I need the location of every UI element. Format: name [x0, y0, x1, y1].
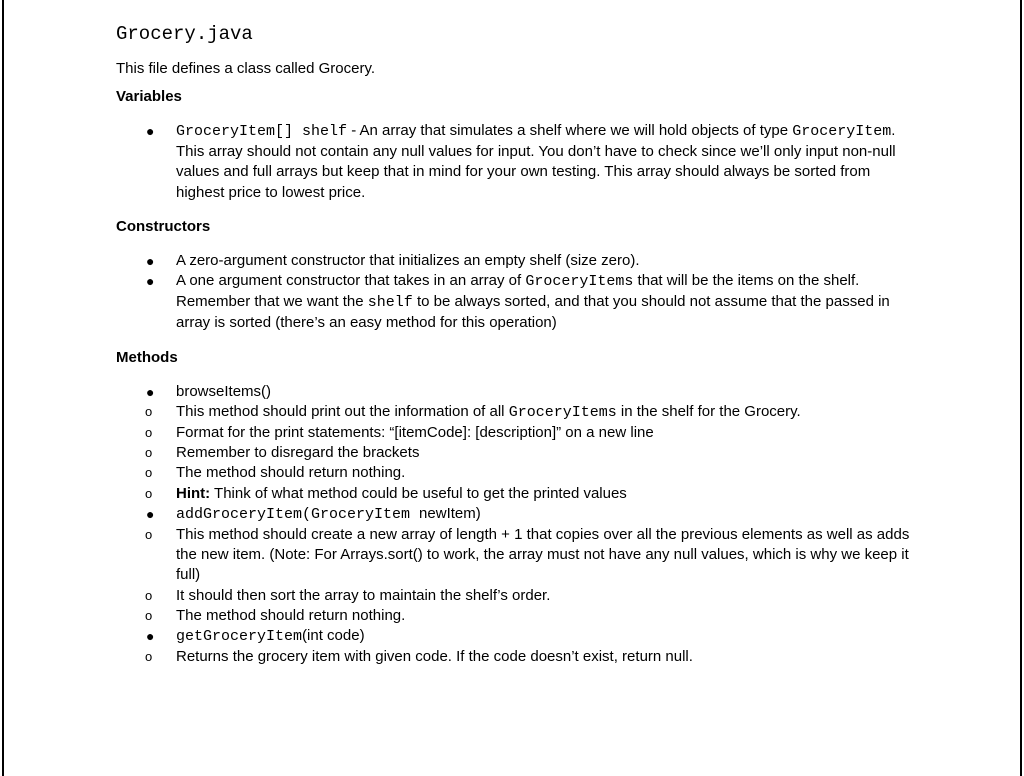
bullet-icon: ●	[146, 123, 155, 139]
list-item	[116, 271, 916, 334]
sub-list-item	[115, 484, 916, 504]
constructors-heading: Constructors	[116, 217, 211, 235]
sub-bullet-icon: o	[145, 445, 153, 461]
variables-list	[116, 121, 916, 203]
sub-list-item	[115, 606, 916, 626]
item-text: Format for the print statements: “[itemCode]: [description]” on a new line	[176, 424, 654, 442]
constructors-list	[116, 251, 916, 334]
sub-list-item	[115, 402, 916, 423]
left-border	[2, 0, 4, 776]
item-text: that will be the items on the shelf. Remember that we want the	[176, 272, 860, 311]
get-grocery-item-sublist	[145, 647, 916, 667]
sub-list-item	[115, 586, 916, 606]
browse-items-sublist	[145, 402, 916, 504]
document-page	[116, 14, 916, 681]
item-text: Returns the grocery item with given code. If the code doesn’t exist, return null.	[176, 648, 693, 666]
item-text: Think of what method could be useful to get the printed values	[210, 484, 627, 502]
item-text: A zero-argument constructor that initializes an empty shelf (size zero).	[176, 251, 640, 269]
bullet-icon: ●	[146, 383, 155, 400]
right-border	[1020, 0, 1022, 776]
item-text: A one argument constructor that takes in an array of	[176, 272, 526, 290]
item-text: The method should return nothing.	[176, 464, 406, 482]
sub-bullet-icon: o	[145, 403, 153, 419]
list-item-get-grocery-item	[116, 626, 916, 667]
bullet-icon: ●	[146, 505, 155, 522]
method-name: addGroceryItem(GroceryItem	[176, 505, 420, 523]
bullet-icon: ●	[146, 273, 155, 290]
list-item	[116, 121, 916, 203]
item-text: The method should return nothing.	[176, 606, 406, 624]
sub-bullet-icon: o	[145, 485, 153, 501]
hint-label: Hint:	[176, 484, 211, 502]
code-text: GroceryItems	[525, 273, 634, 291]
sub-bullet-icon: o	[145, 649, 153, 665]
item-text: Remember to disregard the brackets	[176, 444, 420, 462]
code-text: GroceryItems	[508, 403, 617, 421]
document-title: Grocery.java	[116, 23, 253, 45]
bullet-icon: ●	[146, 252, 155, 269]
code-text: GroceryItem	[792, 123, 892, 140]
sub-list-item	[115, 463, 916, 483]
item-text: This method should print out the information of all	[176, 402, 509, 420]
list-item-add-grocery-item	[116, 504, 916, 626]
method-param: newItem)	[419, 504, 481, 522]
method-name: getGroceryItem	[176, 628, 303, 646]
code-text: shelf	[367, 294, 413, 312]
code-text: GroceryItem[] shelf	[176, 123, 348, 140]
item-text: . This array should not contain any null values for input. You don’t have to check since we’ll only input non-null values and full arrays but keep that in mind for your own testing. This array should always be sorted from highest price to lowest price.	[176, 122, 896, 201]
bullet-icon: ●	[146, 628, 155, 645]
sub-bullet-icon: o	[145, 425, 153, 441]
item-text: - An array that simulates a shelf where we will hold objects of type	[347, 122, 793, 139]
method-name: browseItems()	[176, 382, 272, 400]
add-grocery-item-sublist	[145, 525, 916, 626]
sub-bullet-icon: o	[145, 607, 153, 623]
sub-list-item	[115, 443, 916, 463]
sub-bullet-icon: o	[145, 527, 153, 543]
item-text: to be always sorted, and that you should not assume that the passed in array is sorted (there’s an easy method for this operation)	[176, 293, 890, 332]
sub-list-item	[115, 423, 916, 443]
list-item-browse-items	[116, 382, 916, 504]
sub-list-item	[115, 647, 916, 667]
sub-bullet-icon: o	[145, 465, 153, 481]
item-text: It should then sort the array to maintain the shelf’s order.	[176, 586, 551, 604]
sub-bullet-icon: o	[145, 587, 153, 603]
variables-heading: Variables	[116, 88, 182, 105]
item-text: This method should create a new array of length + 1 that copies over all the previous elements as well as adds the new item. (Note: For Arrays.sort() to work, the array must not have any null values, which is why we keep it full)	[176, 526, 910, 584]
sub-list-item	[115, 525, 916, 586]
item-text: in the shelf for the Grocery.	[616, 402, 801, 420]
method-param: (int code)	[302, 627, 365, 645]
methods-heading: Methods	[116, 348, 178, 366]
list-item	[116, 251, 916, 271]
intro-text: This file defines a class called Grocery.	[116, 60, 375, 77]
methods-list	[116, 382, 916, 668]
